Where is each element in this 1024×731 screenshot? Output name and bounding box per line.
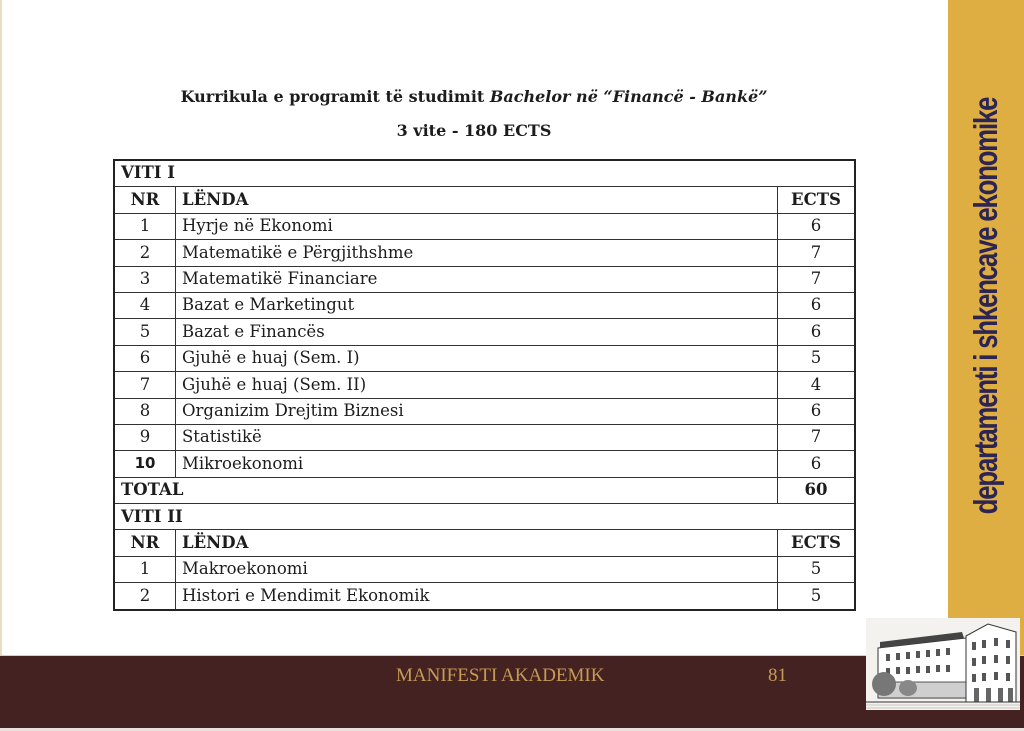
col-subject-header: LËNDA <box>176 530 778 556</box>
row-ects: 6 <box>778 213 856 239</box>
col-nr-header: NR <box>114 187 176 213</box>
row-ects: 5 <box>778 583 856 610</box>
side-band-text-container <box>948 0 1024 560</box>
row-ects: 6 <box>778 319 856 345</box>
university-building-icon <box>866 618 1020 710</box>
table-row <box>114 213 855 239</box>
title-prefix: Kurrikula e programit të studimit <box>180 87 490 106</box>
column-header-row <box>114 187 855 213</box>
total-row <box>114 477 855 503</box>
row-nr: 1 <box>114 213 176 239</box>
year-label: VITI I <box>114 160 855 187</box>
row-nr: 8 <box>114 398 176 424</box>
table-row <box>114 319 855 345</box>
curriculum-table <box>113 159 856 611</box>
table-row <box>114 398 855 424</box>
row-nr: 9 <box>114 424 176 450</box>
row-ects: 6 <box>778 451 856 477</box>
footer-title: MANIFESTI AKADEMIK <box>396 665 605 686</box>
row-nr: 7 <box>114 372 176 398</box>
row-ects: 5 <box>778 556 856 582</box>
table-row <box>114 240 855 266</box>
row-nr: 3 <box>114 266 176 292</box>
row-ects: 4 <box>778 372 856 398</box>
table-row <box>114 556 855 582</box>
total-value: 60 <box>778 477 856 503</box>
row-subject: Hyrje në Ekonomi <box>176 213 778 239</box>
row-nr: 4 <box>114 292 176 318</box>
row-nr: 10 <box>114 451 176 477</box>
row-subject: Statistikë <box>176 424 778 450</box>
row-ects: 7 <box>778 240 856 266</box>
table-row <box>114 266 855 292</box>
row-subject: Bazat e Marketingut <box>176 292 778 318</box>
row-subject: Gjuhë e huaj (Sem. I) <box>176 345 778 371</box>
table-row <box>114 451 855 477</box>
table-row <box>114 345 855 371</box>
row-subject: Organizim Drejtim Biznesi <box>176 398 778 424</box>
row-nr: 2 <box>114 583 176 610</box>
col-subject-header: LËNDA <box>176 187 778 213</box>
page-number: 81 <box>768 665 787 686</box>
row-ects: 5 <box>778 345 856 371</box>
col-ects-header: ECTS <box>778 187 856 213</box>
total-label: TOTAL <box>114 477 778 503</box>
row-subject: Histori e Mendimit Ekonomik <box>176 583 778 610</box>
row-subject: Gjuhë e huaj (Sem. II) <box>176 372 778 398</box>
row-subject: Bazat e Financës <box>176 319 778 345</box>
row-subject: Matematikë Financiare <box>176 266 778 292</box>
row-ects: 6 <box>778 398 856 424</box>
year-header-row <box>114 504 855 530</box>
row-ects: 7 <box>778 266 856 292</box>
col-nr-header: NR <box>114 530 176 556</box>
table-row <box>114 372 855 398</box>
row-ects: 7 <box>778 424 856 450</box>
row-subject: Matematikë e Përgjithshme <box>176 240 778 266</box>
document-title <box>0 87 948 106</box>
row-subject: Mikroekonomi <box>176 451 778 477</box>
row-nr: 5 <box>114 319 176 345</box>
row-nr: 1 <box>114 556 176 582</box>
row-ects: 6 <box>778 292 856 318</box>
document-subtitle: 3 vite - 180 ECTS <box>396 121 552 140</box>
title-italic: Bachelor në “Financë - Bankë” <box>489 87 768 106</box>
row-subject: Makroekonomi <box>176 556 778 582</box>
col-ects-header: ECTS <box>778 530 856 556</box>
row-nr: 2 <box>114 240 176 266</box>
row-nr: 6 <box>114 345 176 371</box>
table-row <box>114 292 855 318</box>
column-header-row <box>114 530 855 556</box>
table-row <box>114 583 855 610</box>
table-row <box>114 424 855 450</box>
department-label: departamenti i shkencave ekonomike <box>967 97 1004 515</box>
year-label: VITI II <box>114 504 855 530</box>
year-header-row <box>114 160 855 187</box>
